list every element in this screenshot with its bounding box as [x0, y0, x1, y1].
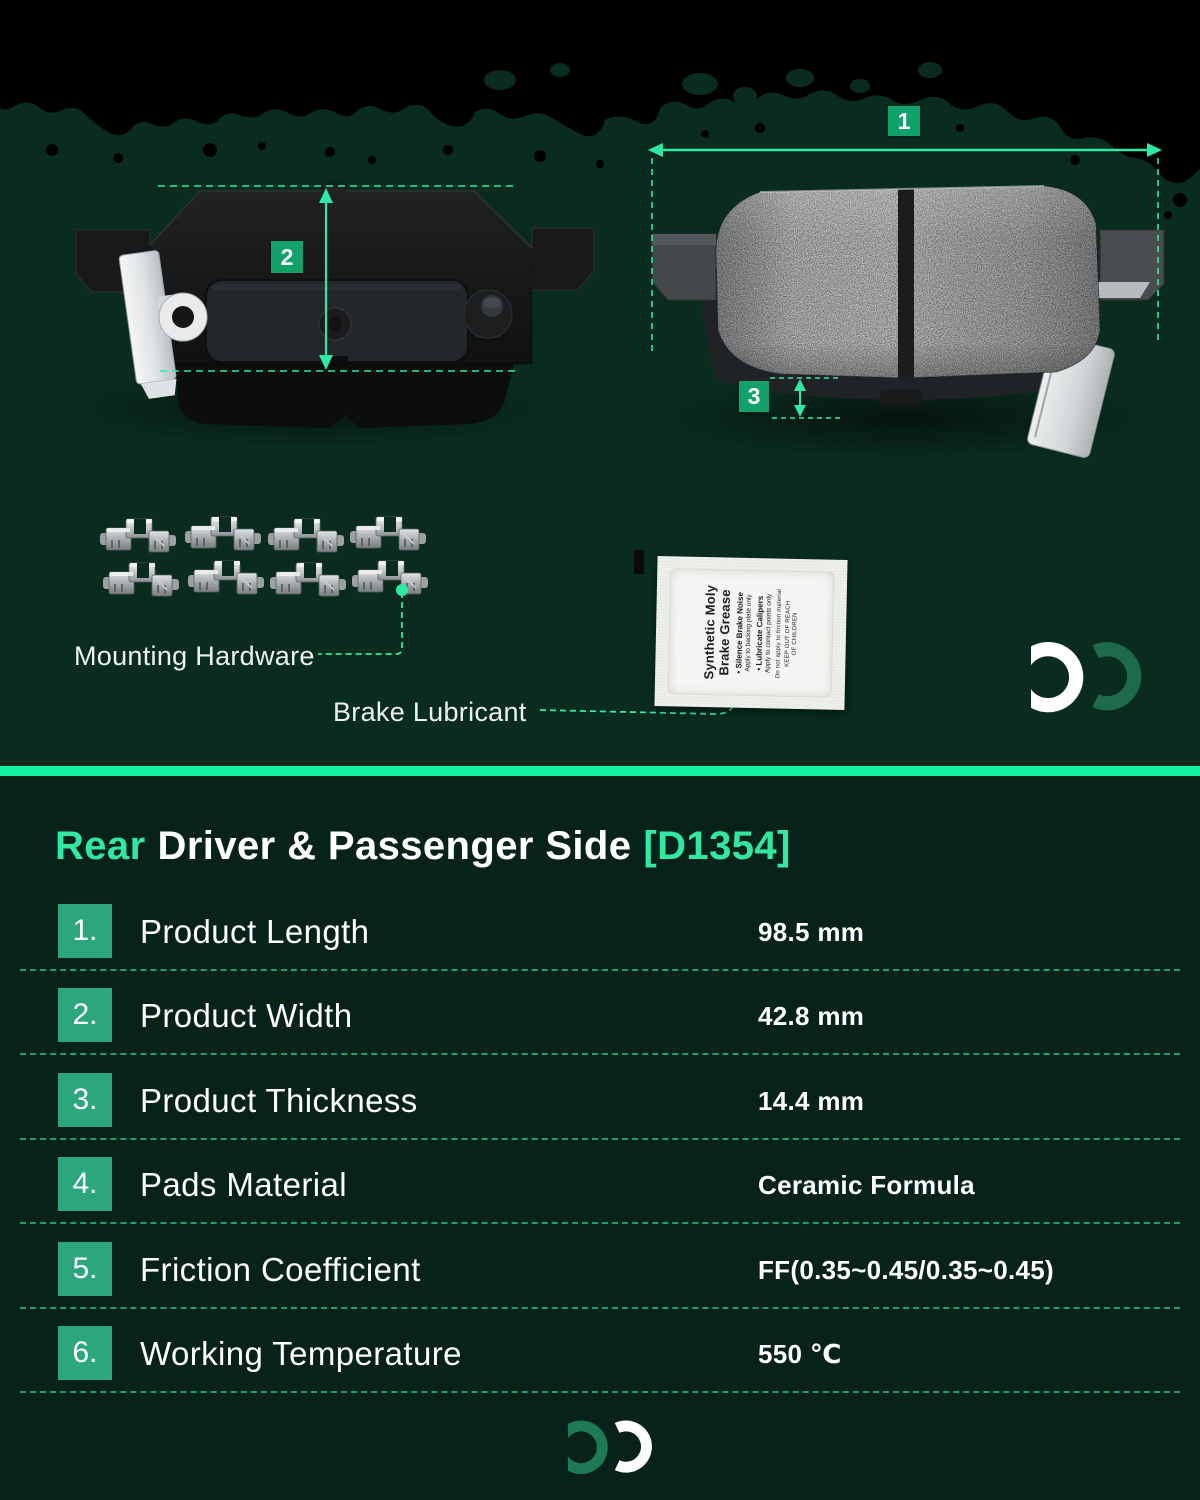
- mounting-hardware-clips: [100, 517, 428, 596]
- brand-logo-icon: [1031, 642, 1134, 712]
- specs-title-main: Driver & Passenger Side: [157, 824, 632, 868]
- row-separator: [20, 1053, 1180, 1055]
- brake-pad-back-view: [55, 184, 594, 448]
- packet-warning2: KEEP OUT OF REACH: [784, 600, 793, 667]
- row-separator: [20, 1222, 1180, 1224]
- row-value: 42.8 mm: [758, 1001, 865, 1031]
- packet-warning3: OF CHILDREN: [791, 612, 799, 656]
- row-value: 98.5 mm: [758, 917, 865, 947]
- grease-packet: [654, 556, 847, 710]
- row-label: Pads Material: [140, 1166, 347, 1203]
- grease-packet-text: [702, 559, 801, 707]
- row-label: Product Length: [140, 913, 370, 950]
- row-value: Ceramic Formula: [758, 1170, 975, 1200]
- row-label: Product Width: [140, 997, 353, 1034]
- spec-row-2: [0, 988, 1200, 1042]
- packet-bullet2: • Lubricate Calipers: [754, 595, 766, 671]
- callout-3: 3: [739, 381, 769, 412]
- row-number-badge: 3.: [58, 1073, 112, 1127]
- row-number-badge: 5.: [58, 1242, 112, 1296]
- specs-title-code: [D1354]: [643, 824, 791, 868]
- packet-warning1: Do not apply to friction material: [774, 588, 783, 679]
- row-number-badge: 6.: [58, 1326, 112, 1380]
- row-label: Friction Coefficient: [140, 1251, 421, 1288]
- row-separator: [20, 1391, 1180, 1393]
- specs-title: [55, 824, 791, 869]
- packet-title-line1: Synthetic Moly: [701, 584, 719, 680]
- row-label: Product Thickness: [140, 1082, 418, 1119]
- packet-bullet1-sub: Apply to backing plate only: [744, 594, 754, 672]
- spec-row-3: [0, 1073, 1200, 1127]
- spec-row-4: [0, 1157, 1200, 1211]
- row-number-badge: 2.: [58, 988, 112, 1042]
- packet-corner-mark: [634, 550, 644, 574]
- callout-2: 2: [271, 241, 303, 273]
- spec-row-5: [0, 1242, 1200, 1296]
- row-number-badge: 1.: [58, 904, 112, 958]
- packet-bullet2-sub: Apply to contact points only: [764, 593, 774, 674]
- row-separator: [20, 969, 1180, 971]
- brake-pad-friction-view: [643, 143, 1167, 460]
- row-label: Working Temperature: [140, 1335, 462, 1372]
- specs-title-highlight: Rear: [55, 824, 146, 868]
- row-number-badge: 4.: [58, 1157, 112, 1211]
- row-value: FF(0.35~0.45/0.35~0.45): [758, 1255, 1054, 1285]
- callout-1: 1: [888, 106, 920, 136]
- spec-row-6: [0, 1326, 1200, 1380]
- row-value: 14.4 mm: [758, 1086, 865, 1116]
- row-separator: [20, 1138, 1180, 1140]
- mounting-hardware-label: Mounting Hardware: [74, 641, 315, 671]
- packet-bullet1: • Silence Brake Noise: [734, 591, 746, 674]
- packet-title-line2: Brake Grease: [715, 589, 733, 676]
- brake-lubricant-label: Brake Lubricant: [333, 697, 527, 727]
- spec-row-1: [0, 904, 1200, 958]
- footer-brand-logo-icon: [552, 1418, 662, 1478]
- hardware-pointer-dot: [396, 584, 408, 596]
- section-divider-bar: [0, 766, 1200, 776]
- row-value: 550 ℃: [758, 1339, 842, 1369]
- row-separator: [20, 1307, 1180, 1309]
